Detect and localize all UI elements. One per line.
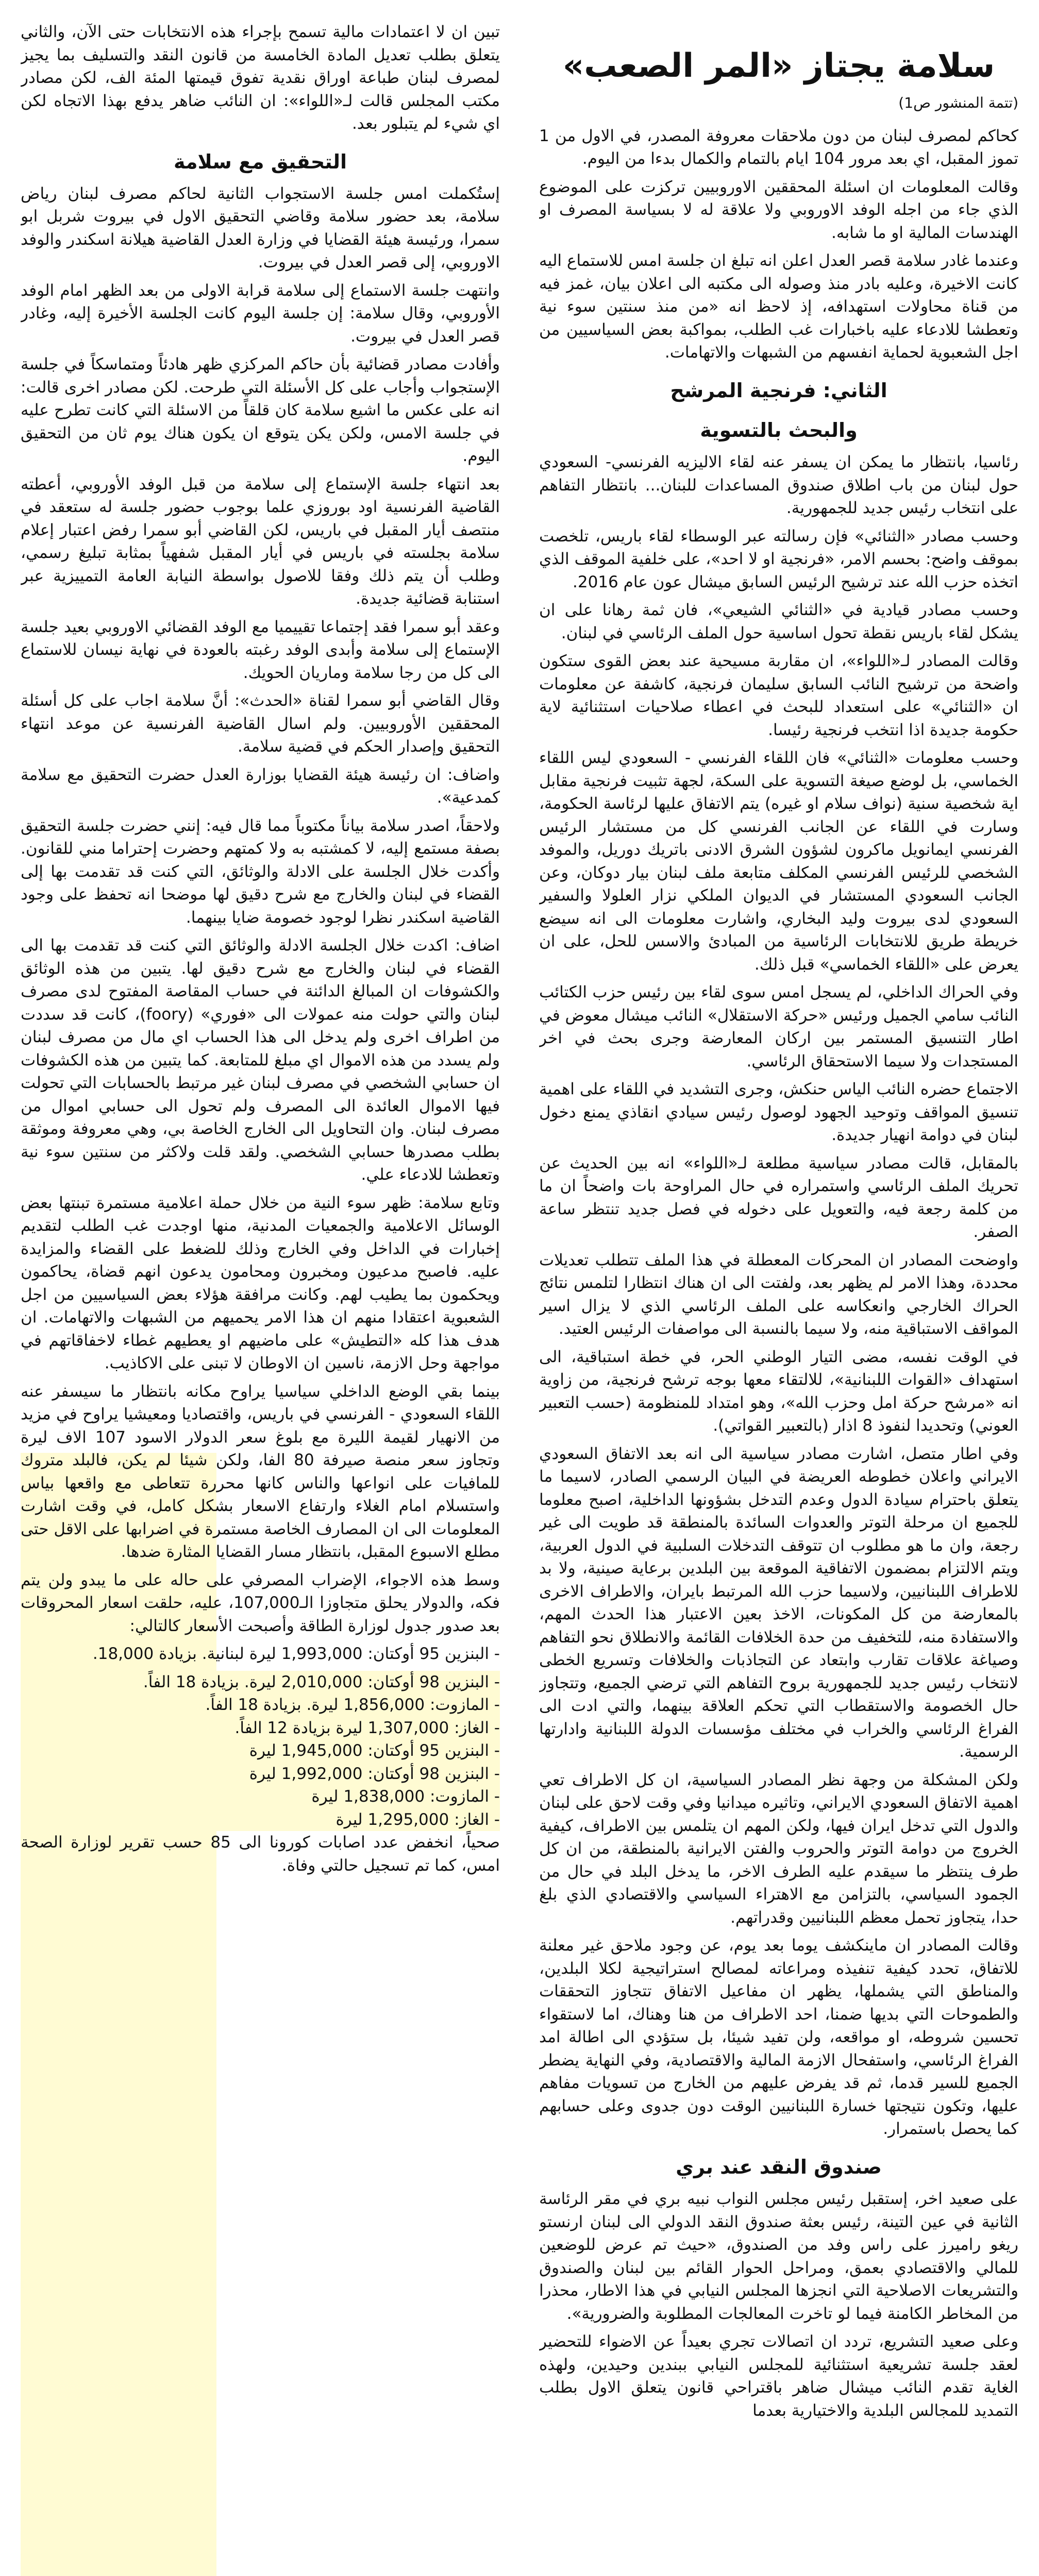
paragraph: وفي اطار متصل، اشارت مصادر سياسية الى انه بعد الاتفاق السعودي الايراني واعلان خطوطه العريضة في البيان الرسمي الصادر، لاسيما ما يتعلق باحترام سيادة الدول وعدم التدخل بشؤونها الداخلية، اصبح معلوما للجميع ان مرحلة التوتر والعدوات السائدة بالمنطقة قد طويت الى غير رجعة، وان ما هو مطلوب ان تتوقف التدخلات السلبية في الدول العربية، ويتم الالتزام بمضمون الاتفاقية الموقعة بين البلدين برعاية صينية، ولا بد للاطراف اللبنانيين، ولاسيما حزب الله المرتبط بايران، والاطراف الاخرى بالمعارضة من كل المكونات، الاخذ بعين الاعتبار هذا الحدث المهم، والاستفادة منه، للتخفيف من حدة الخلافات القائمة والانطلاق نحو التفاهم وصياغة علاقات تقارب وابتعاد عن التجاذبات والخلافات وتسريع الخطى لانتخاب رئيس جديد للجمهورية بروح التفاهم التي ترضي الجميع، وتتجاوز حال الخصومة والاستقطاب التي تحكم العلاقة بينهما، والتي ادت الى الفراغ الرئاسي والخراب في مختلف مؤسسات الدولة اللبنانية وادارتها الرسمية. xyxy=(539,1444,1018,1761)
section-heading: التحقيق مع سلامة xyxy=(173,150,347,173)
paragraph: واضاف: ان رئيسة هيئة القضايا بوزارة العدل حضرت التحقيق مع سلامة كمدعية». xyxy=(21,765,500,807)
paragraph: على صعيد اخر، إستقبل رئيس مجلس النواب نبيه بري في مقر الرئاسة الثانية في عين التينة، رئيس بعثة صندوق النقد الدولي الى لبنان ارنستو ريغو راميرز على راس وفد من الصندوق، «حيث تم عرض للوضعين للمالي والاقتصادي بعمق، ومراحل الحوار القائم بين لبنان والصندوق والتشريعات الاصلاحية التي انجزها المجلس النيابي في هذا الاطار، محذرا من المخاطر الكامنة فيما لو تاخرت المعالجات المطلوبة والضرورية». xyxy=(539,2190,1018,2323)
paragraph: اضاف: اكدت خلال الجلسة الادلة والوثائق التي كنت قد تقدمت بها الى القضاء في لبنان والخارج مع شرح دقيق لها. يتبين من هذه الوثائق والكشوفات ان المبالغ الدائنة في حساب المقاصة المفتوح لدى مصرف لبنان والتي حولت منه عمولات الى «فوري» (foory)، كانت قد سددت من اطراف اخرى ولم يدخل الى هذا الحساب اي مال من مصرف لبنان ولم يسدد من هذه الاموال اي مبلغ للمتابعة. كما يتبين من هذه الكشوفات ان حسابي الشخصي في مصرف لبنان غير مرتبط بالحسابات التي تحولت فيها الاموال العائدة الى المصرف ولم تحول الى حسابي اموال من مصرف لبنان. وان التحاويل الى الخارج الخاصة بي، وهي معروفة وموثقة بطلب مصدرها حسابي الشخصي. ولقد قلت ولاكثر من سنتين سوء نية وتعطشا للادعاء علي. xyxy=(21,936,500,1184)
fuel-price-item: - الغاز: 1,307,000 ليرة بزيادة 12 الفاً. xyxy=(234,1718,500,1737)
fuel-price-item: - المازوت: 1,838,000 ليرة xyxy=(311,1787,500,1806)
paragraph: كحاكم لمصرف لبنان من دون ملاحقات معروفة المصدر، في الاول من 1 تموز المقبل، اي بعد مرور 104 ايام بالتمام والكمال بدءا من اليوم. xyxy=(539,126,1018,168)
paragraph: وحسب مصادر «الثنائي» فإن رسالته عبر الوسطاء لقاء باريس، تلخصت بموقف واضح: بحسم الامر، «فرنجية او لا احد»، على خلفية الموقف الذي اتخذه حزب الله عند ترشيح الرئيس السابق ميشال عون عام 2016. xyxy=(539,527,1018,591)
paragraph: بينما بقي الوضع الداخلي سياسيا يراوح مكانه بانتظار ما سيسفر عنه اللقاء السعودي - الفرنسي في باريس، واقتصاديا ومعيشيا يراوح في مزيد من الانهيار لقيمة الليرة مع بلوغ سعر الدولار الاسود 107 الاف ليرة وتجاوز سعر منصة صيرفة 80 الفا، ولكن شيئا لم يكن، فالبلد متروك للمافيات على انواعها والناس كانها محررة تتعاطى مع واقعها بياس واستسلام امام الغلاء وارتفاع الاسعار بشكل كامل، في وقت اشارت المعلومات الى ان المصارف الخاصة مستمرة في اضرابها على الاقل حتى مطلع الاسبوع المقبل، بانتظار مسار القضايا المثارة ضدها. xyxy=(21,1382,500,1562)
paragraph: وحسب معلومات «الثنائي» فان اللقاء الفرنسي - السعودي ليس اللقاء الخماسي، بل لوضع صيغة التسوية على السكة، لجهة تثبيت فرنجية مقابل اية شخصية سنية (نواف سلام او غيره) يتم الاتفاق عليها لرئاسة الحكومة، وسارت في اللقاء عن الجانب الفرنسي كل من مستشار الرئيس الفرنسي ايمانويل ماكرون لشؤون الشرق الادنى باتريك دوريل، والموفد الشخصي للرئيس الفرنسي المكلف متابعة ملف لبنان بيار دوكان، وعن الجانب السعودي المستشار في الديوان الملكي نزار العلولا والسفير السعودي لدى بيروت وليد البخاري، واشارت معلومات الى انه سيضع خريطة طريق للانتخابات الرئاسية من المبادئ والاسس للحل، على ان يعرض على «اللقاء الخماسي» قبل ذلك. xyxy=(539,749,1018,974)
paragraph: وتابع سلامة: ظهر سوء النية من خلال حملة اعلامية مستمرة تبنتها بعض الوسائل الاعلامية والجمعيات المدنية، منها اوجدت غب الطلب لتقديم إخبارات في الداخل وفي الخارج وذلك للضغط على القضاء والمزايدة عليه. فاصبح مدعيون ومخبرون ومحامون يدعون انهم قضاة، يحاكمون ويحكمون بما يطيب لهم. وكانت مرافقة هؤلاء بعض السياسيين من اجل الشعبوية اعتقادا منهم ان هذا الامر يحميهم من الشبهات والاتهامات. ان هدف هذا كله «التطيش» على ماضيهم او يعطيهم غطاء لاخفاقاتهم في مواجهة وحل الازمة، ناسين ان الاوطان لا تبنى على الاكاذيب. xyxy=(21,1193,500,1373)
right-column-body xyxy=(539,125,1018,2422)
paragraph: وعلى صعيد التشريع، تردد ان اتصالات تجري بعيداً عن الاضواء للتحضير لعقد جلسة تشريعية استثنائية للمجلس النيابي ببندين وحيدين، ولهذه الغاية تقدم النائب ميشال ضاهر باقتراحي قانون يتعلق الاول بطلب التمديد للمجالس البلدية والاختيارية بعدما xyxy=(539,2332,1018,2420)
section-heading: صندوق النقد عند بري xyxy=(676,2155,882,2178)
paragraph: ولاحقاً، اصدر سلامة بياناً مكتوباً مما قال فيه: إنني حضرت جلسة التحقيق بصفة مستمع إليه، لا كمشتبه به ولا كمتهم وحضرت إحتراما مني للقانون. وأكدت خلال الجلسة على الادلة والوثائق، التي كنت قد تقدمت بها إلى القضاء في لبنان والخارج مع شرح دقيق لها موضحا انه تحفظ على وجود القاضية اسكندر نظرا لوجود خصومة ضايا بينهما. xyxy=(21,816,500,927)
paragraph: رئاسيا، بانتظار ما يمكن ان يسفر عنه لقاء الاليزيه الفرنسي- السعودي حول لبنان من باب اطلاق صندوق المساعدات للبنان... بانتظار التفاهم على انتخاب رئيس جديد للجمهورية. xyxy=(539,453,1018,518)
headline: سلامة يجتاز «المر الصعب» xyxy=(562,47,995,85)
paragraph: الاجتماع حضره النائب الياس حنكش، وجرى التشديد في اللقاء على اهمية تنسيق المواقف وتوحيد الجهود لوصول رئيس سيادي انقاذي يمنع دخول لبنان في دوامة انهيار جديدة. xyxy=(539,1080,1018,1145)
paragraph: بالمقابل، قالت مصادر سياسية مطلعة لـ«اللواء» انه بين الحديث عن تحريك الملف الرئاسي واستمراره في حال المراوحة بات واضحاً ان ما من كلمة رجعة فيه، والتعويل على دخوله في فصل جديد تنتظر ساعة الصفر. xyxy=(539,1154,1018,1242)
paragraph: وقالت المصادر ان ماينكشف يوما بعد يوم، عن وجود ملاحق غير معلنة للاتفاق، تحدد كيفية تنفيذه ومراعاته لمصالح استراتيجية لكلا البلدين، والمناطق التي يشملها، يظهر ان مفاعيل الاتفاق تتجاوز التحققات والطموحات التي بديها ضمنا، احد الاطراف من هنا وهناك، اما لاستقواء تحسين شروطه، او مواقعه، ولن تفيد شيئا، بل ستؤدي الى اطالة امد الفراغ الرئاسي، واستفحال الازمة المالية والاقتصادية، وفي النهاية يضطر الجميع للسير قدما، ثم قد يفرض عليهم من الخارج من تسويات مفاهم عليها، وتكون نتيجتها خسارة اللبنانيين الوقت دون جدوى وعلى حسابهم كما يحصل باستمرار. xyxy=(539,1936,1018,2139)
paragraph: وعقد أبو سمرا فقد إجتماعا تقييميا مع الوفد القضائي الاوروبي بعيد جلسة الإستماع إلى سلامة وأبدى الوفد رغبته بالعودة في نهاية نيسان للاستماع الى كل من رجا سلامة وماريان الحويك. xyxy=(21,617,500,682)
section-heading: والبحث بالتسوية xyxy=(700,419,858,442)
left-column xyxy=(21,0,500,2576)
left-column-body xyxy=(21,21,500,1666)
paragraph: في الوقت نفسه، مضى التيار الوطني الحر، في خطة استباقية، الى استهداف «القوات اللبنانية»، للالتقاء معها بوجه ترشح فرنجية، من زاوية انه «مرشح حركة امل وحزب الله»، وهو امتداد للمنظومة (حسب التعبير العوني) وتحديدا لنفوذ 8 اذار (بالتعبير القواتي). xyxy=(539,1347,1018,1435)
fuel-price-item: - البنزين 98 أوكتان: 2,010,000 ليرة. بزيادة 18 الفاً. xyxy=(143,1672,500,1691)
paragraph: وعندما غادر سلامة قصر العدل اعلن انه تبلغ ان جلسة امس للاستماع اليه كانت الاخيرة، وعليه بادر منذ وصوله الى مكتبه الى اعلان بيان، غمز فيه من قناة محاولات استهدافه، إذ لاحظ انه «من منذ سنتين سوء نية وتعطشا للادعاء عليه باخبارات غب الطلب، بمواكبة بعض السياسيين من اجل الشعبوية لحماية انفسهم من الشبهات والاتهامات. xyxy=(539,251,1018,362)
paragraph: واوضحت المصادر ان المحركات المعطلة في هذا الملف تتطلب تعديلات محددة، وهذا الامر لم يظهر بعد، ولفتت الى ان هناك انتظارا لتلمس نتائج الحراك الخارجي وانعكاسه على الملف الرئاسي الذي لا يزال اسير المواقف الاستباقية منه، ولا سيما بالنسبة الى مواصفات الرئيس العتيد. xyxy=(539,1250,1018,1338)
paragraph: تبين ان لا اعتمادات مالية تسمح بإجراء هذه الانتخابات حتى الآن، والثاني يتعلق بطلب تعديل المادة الخامسة من قانون النقد والتسليف بما يجيز لمصرف لبنان طباعة اوراق نقدية تفوق قيمتها المئة الف، لكن مصادر مكتب المجلس قالت لـ«اللواء»: ان النائب ضاهر يدفع بهذا الاتجاه لكن اي شيء لم يتبلور بعد. xyxy=(21,23,500,133)
paragraph: وانتهت جلسة الاستماع إلى سلامة قرابة الاولى من بعد الظهر امام الوفد الأوروبي، وقال سلامة: إن جلسة اليوم كانت الجلسة الأخيرة إليه، وغادر قصر العدل في بيروت. xyxy=(21,281,500,346)
fuel-price-item: - المازوت: 1,856,000 ليرة. بزيادة 18 الفاً. xyxy=(205,1696,500,1715)
section-heading: الثاني: فرنجية المرشح xyxy=(670,379,887,402)
paragraph: ولكن المشكلة من وجهة نظر المصادر السياسية، ان كل الاطراف تعي اهمية الاتفاق السعودي الايراني، وتاثيره ميدانيا وفي وقت لاحق على لبنان والدول التي تدخل ايران فيها، ولكن المهم ان يتلمس بين الاطراف، كيفية الخروج من دوامة التوتر والحروب والفتن الايرانية بالمنطقة، من ان كل طرف ينتظر ما سيقدم عليه الطرف الاخر، ما يدخل البلد في حال من الجمود السياسي، بالتزامن مع الاهتراء السياسي والاقتصادي الذي بلغ حدا، يتجاوز تحمل معظم اللبنانيين وقدراتهم. xyxy=(539,1770,1018,1927)
fuel-price-item: - الغاز: 1,295,000 ليرة xyxy=(336,1810,500,1829)
fuel-price-item: - البنزين 95 أوكتان: 1,945,000 ليرة xyxy=(249,1741,500,1760)
paragraph: وسط هذه الاجواء، الإضراب المصرفي على حاله على ما يبدو ولن يتم فكه، والدولار يحلق متجاوزا الـ107,000، عليه، حلقت اسعار المحروقات بعد صدور جدول لوزارة الطاقة وأصبحت الأسعار كالتالي: xyxy=(21,1570,500,1635)
paragraph: وأفادت مصادر قضائية بأن حاكم المركزي ظهر هادئاً ومتماسكاً في جلسة الإستجواب وأجاب على كل الأسئلة التي طرحت. لكن مصادر اخرى قالت: انه على عكس ما اشيع سلامة كان قلقاً من الاسئلة التي كانت تطرح عليه في جلسة الامس، ولكن يكن يتوقع ان يكون هناك يوم ثان من التحقيق اليوم. xyxy=(21,355,500,466)
paragraph: بعد انتهاء جلسة الإستماع إلى سلامة من قبل الوفد الأوروبي، أعطته القاضية الفرنسية اود بوروزي علما بوجوب حضور جلسة له ستعقد في منتصف أيار المقبل في باريس، لكن القاضي أبو سمرا رفض اعتبار إعلام سلامة بجلسته في باريس في أيار المقبل شفهياً بمثابة تبليغ رسمي، وطلب أن يتم ذلك وفقا للاصول بواسطة النيابة العامة التمييزية عبر استنابة قضائية جديدة. xyxy=(21,474,500,608)
paragraph: وقال القاضي أبو سمرا لقناة «الحدث»: أنَّ سلامة اجاب على كل أسئلة المحققين الأوروبيين. ولم اسال القاضية الفرنسية عن موعد انتهاء التحقيق وإصدار الحكم في قضية سلامة. xyxy=(21,691,500,756)
paragraph: إستُكملت امس جلسة الاستجواب الثانية لحاكم مصرف لبنان رياض سلامة، بعد حضور سلامة وقاضي التحقيق الاول في بيروت شربل ابو سمرا، ورئيسة هيئة القضايا في وزارة العدل القاضية هيلانة اسكندر والوفد الاوروبي، إلى قصر العدل في بيروت. xyxy=(21,184,500,272)
paragraph: وقالت المعلومات ان اسئلة المحققين الاوروبيين تركزت على الموضوع الذي جاء من اجله الوفد الاوروبي ولا علاقة له لا بسياسة المصرف او الهندسات المالية او ما شابه. xyxy=(539,177,1018,242)
fuel-price-list xyxy=(21,1671,500,1832)
paragraph: وقالت المصادر لـ«اللواء»، ان مقاربة مسيحية عند بعض القوى ستكون واضحة من ترشيح النائب السابق سليمان فرنجية، كاشفة عن معلومات ان «الثنائي» على استعداد للبحث في اعطاء صلاحيات استثنائية لاية حكومة جديدة اذا انتخب فرنجية رئيسا. xyxy=(539,652,1018,739)
right-column xyxy=(539,0,1018,2576)
fuel-price-item: - البنزين 98 أوكتان: 1,992,000 ليرة xyxy=(249,1764,500,1783)
paragraph: - البنزين 95 أوكتان: 1,993,000 ليرة لبنانية. بزيادة 18,000. xyxy=(92,1645,500,1664)
paragraph: وفي الحراك الداخلي، لم يسجل امس سوى لقاء بين رئيس حزب الكتائب النائب سامي الجميل ورئيس «حركة الاستقلال» النائب ميشال معوض في اطار التنسيق المستمر بين اركان المعارضة وجرى بحث في اخر المستجدات ولا سيما الاستحقاق الرئاسي. xyxy=(539,983,1018,1071)
continuation-note: (تتمة المنشور ص1) xyxy=(898,94,1018,111)
paragraph: وحسب مصادر قيادية في «الثنائي الشيعي»، فان ثمة رهانا على ان يشكل لقاء باريس نقطة تحول اساسية حول الملف الرئاسي في لبنان. xyxy=(539,601,1018,642)
closing-paragraph: صحياً، انخفض عدد اصابات كورونا الى 85 حسب تقرير لوزارة الصحة امس، كما تم تسجيل حالتي وفاة. xyxy=(21,1833,500,1875)
